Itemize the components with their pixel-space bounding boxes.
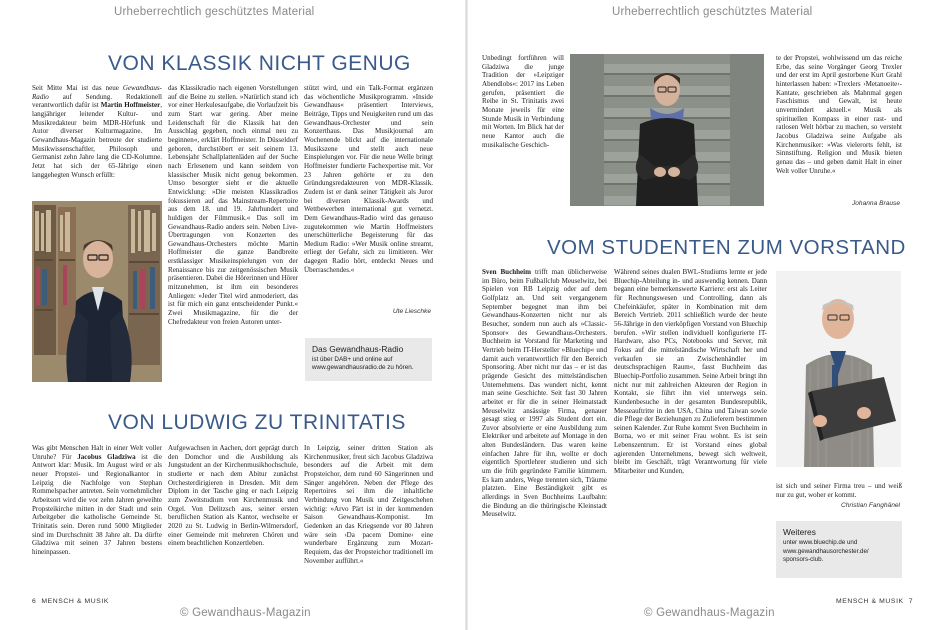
headline-vorstand: VOM STUDENTEN ZUM VORSTAND [547,236,906,259]
info-box-radio-title: Das Gewandhaus-Radio [312,344,404,354]
folio-right [836,598,913,605]
continued-col1: Unbedingt fortführen will Gladziwa die junge Tradition der »Leipziger Abendlobs«: 2017 ins Leben gerufen, präsentiert die Reihe in St. Trinitatis zwei Monate jeweils für eine Stunde Musik in Verbindung mit Worten. Im Blick hat der neue Kantor auch die musikalische Geschich- [482,54,564,149]
info-box-radio-line1: ist über DAB+ und online auf [312,356,393,363]
photo-sven-buchheim [776,271,901,467]
info-box-weiteres-line2: www.gewandhausorchester.de/ [783,547,869,555]
watermark-bottom-right: © Gewandhaus-Magazin [644,607,775,619]
credit-johanna-brause: Johanna Brause [851,200,900,207]
info-box-radio-line2: www.gewandhausradio.de zu hören. [312,364,414,372]
article1-col1-intro: Seit Mitte Mai ist das neue Gewandhaus-Radio auf Sendung. Redaktionell verantwortlich dafür ist Martin Hoffmeister, langjähriger leitender Kultur- und Musikredakteur beim MDR-Hörfunk und Autor diverser Kulturmagazine. Im Gewandhaus-Magazin betreute der studierte Musikwissenschaftler, Philosoph und Germanist zehn Jahre lang die CD-Kolumne. Jetzt hat sich der 65-Jährige einen langgehegten Wunsch erfüllt: [32,84,162,179]
continued-col3: te der Propstei, wohlwissend um das reiche Erbe, das seine Vorgänger Georg Trexler und der erst im April gestorbene Kurt Grahl hinterlassen haben: »Trexlers ›Metanoeite‹-Kantate, geschrieben als Mahnmal gegen Faschismus und Gewalt, ist heute unvermindert aktuell.« Musik als spirituellen Kompass in einer rast- und ratlosen Welt hörbar zu machen, so versteht Jacobus Gladziwa seine Aufgabe als Kirchenmusiker: »Was vielerorts fehlt, ist Sinnstiftung. Religion und Musik bieten genau das – und geben damit Halt in einer Welt voller Unruhe.« [776,54,902,175]
article3-col1: Sven Buchheim trifft man üblicherweise im Büro, beim Fußballclub Meuselwitz, bei Spielen von RB Leipzig oder auf dem Golfplatz an. Und seit vergangenem September begegnet man ihm bei Gewandhaus-Konzerten nicht nur als Besucher, sondern nun auch als »Classic-Sponsor« des Gewandhaus-Orchesters. Buchheim ist Vorstand für Marketing und Vertrieb beim IT-Hersteller »Bluechip« und damit auch verantwortlich für den Bereich Sponsoring. Aber nicht nur das – er ist das prägende Gesicht des mittelständischen Unternehmens. Das wundert nicht, kennt man seine Geschichte. Seit fast 30 Jahren arbeitet er für die in seiner Heimatstadt Meuselwitz ansässige Firma, genauer gesagt stieg er 1997 als Student dort ein. Zuvor absolvierte er eine Ausbildung zum Elektriker und arbeitete auf Montage in den alten Bundesländern. Das waren keine einfachen Jahre für ihn, wollte er doch eigentlich Sportlehrer studieren und sich um die früh gegründete Familie kümmern. Es kam anders, Wege trennten sich, Träume platzten. Eine Beständigkeit gibt es allerdings in Sven Buchheims Laufbahn: die Bindung an die thüringische Kleinstadt Meuselwitz. [482,268,607,519]
info-box-weiteres-line3: sponsors-club. [783,556,824,564]
page-number-left: 6 [32,598,37,605]
folio-left [32,598,109,605]
page-gutter [465,0,468,630]
headline-ludwig: VON LUDWIG ZU TRINITATIS [108,411,406,434]
credit-christian-fanghaenel: Christian Fanghänel [840,502,900,509]
info-box-radio [305,338,432,381]
article3-col3: ist sich und seiner Firma treu – und weiß nur zu gut, woher er kommt. [776,482,902,499]
watermark-bottom-left: © Gewandhaus-Magazin [180,607,311,619]
article2-col1: Was gibt Menschen Halt in einer Welt voller Unruhe? Für Jacobus Gladziwa ist die Antwort klar: Musik. Im August wird er als neuer Propstei- und Regionalkantor in Leipzig die Nachfolge von Stephan Rommelspacher antreten. Sein vornehmlicher Arbeitsort wird die vor zehn Jahren geweihte Propsteikirche mitten in der Stadt und sein Arbeitgeber die katholische Gemeinde St. Trinitatis sein. Deren rund 5000 Mitglieder sind im Durchschnitt 38 Jahre alt. Da dürfte Gladziwa mit seinen 37 Jahren bestens hineinpassen. [32,444,162,556]
credit-ute-lieschke: Ute Lieschke [392,308,431,315]
article1-col2: das Klassikradio nach eigenen Vorstellungen auf die Beine zu stellen. »Natürlich stand ich vor einer Herkulesaufgabe, die Vorlaufzeit bis zum Start war gering. Aber meine Leidenschaft für die Klassik hat den Ausschlag gegeben, noch einmal neu zu beginnen«, erklärt Hoffmeister. In Düsseldorf geboren, durchstöbert er seit seinem 13. Lebensjahr Schallplattenläden auf der Suche nach Erlesenem und kann seitdem von klassischer Musik nicht genug bekommen. Umso besorgter sieht er die aktuelle Entwicklung: »Die meisten Klassikradios fokussieren auf das Mainstream-Repertoire aus dem 18. und 19. Jahrhundert und huldigen der Filmmusik.« Das soll im Gewandhaus-Radio anders sein. Neben Live-Übertragungen von Konzerten des Gewandhaus-Orchesters möchte Martin Hoffmeister die ganze Bandbreite erstklassiger Musikeinspielungen von der Renaissance bis zur zeitgenössischen Musik präsentieren. Dabei die Hörerinnen und Hörer mitzunehmen, ist ihm ein besonderes Anliegen: »Jeder Titel wird anmoderiert, das ist für mich ein ganz entscheidender Punkt.« Zwei Musikmagazine, für die der Chefredakteur von freien Autoren unter- [168,84,298,326]
section-right: MENSCH & MUSIK [836,598,904,605]
article2-col3: In Leipzig, seiner dritten Station als Kirchenmusiker, freut sich Jacobus Gladziwa besonders auf die Arbeit mit dem Propsteichor, dem rund 60 Sängerinnen und Sänger angehören. Neben der Pflege des Repertoires sei ihm die inhaltliche Verbindung von Musik und Zeitgeschehen wichtig: »Arvo Pärt ist in der kommenden Saison Gewandhaus-Komponist. Im Gedenken an das Kriegsende vor 80 Jahren wäre sein ›Da pacem Domine‹ eine wunderbare Ergänzung zum Mozart-Requiem, das der Propsteichor traditionell im November aufführt.« [304,444,433,565]
info-box-weiteres [776,521,902,578]
headline-klassik: VON KLASSIK NICHT GENUG [108,52,411,75]
section-left: MENSCH & MUSIK [41,598,110,605]
article3-col2: Während seines dualen BWL-Studiums lernte er jede Bluechip-Abteilung in- und auswendig kennen. Dann begann eine bemerkenswerte Karriere: erst als Leiter für Rechnungswesen und Controlling, dann als Chefeinkäufer, später in Kombination mit dem Bereich Vertrieb. 2011 schließlich wurde der heute 56-Jährige in den vierköpfigen Vorstand von Bluechip berufen. »Wir stellen individuell konfigurierte IT-Hardware, also PCs, Notebooks und Server, mit Fokus auf die mittelständische Wirtschaft her und verkaufen sie an Zwischenhändler im deutschsprachigen Raum«, fasst Buchheim das Bluechip-Portfolio zusammen. Seine Arbeit bringt ihn nicht nur mit zahlreichen Akteuren der Region in Kontakt, sie führt ihn viel unterwegs sein. Kundenbesuche in der gesamten Bundesrepublik, Messeauftritte in den USA, China und Taiwan sowie die Pflege der Beziehungen zu Zulieferern bestimmen seinen Kalender. Zur Ruhe kommt Sven Buchheim in Borna, wo er mit seiner Frau wohnt. Es ist sein Lebenszentrum. Er ist Vorstand eines global agierenden Unternehmens, bewegt sich weltweit, bleibt im Geschäft, trägt Verantwortung für viele Mitarbeiter und Kunden, [614,268,767,476]
article1-col3: stützt wird, und ein Talk-Format ergänzen das wöchentliche Musikprogramm. »Inside Gewandhaus« präsentiert Interviews, Beiträge, Tipps und Neuigkeiten rund um das Gewandhaus-Orchester und sein Konzerthaus. Das Musikjournal am Wochenende blickt auf die internationale Musikszene und stellt auch neue Einspielungen vor. Für die neue Welle bringt Hoffmeister fundierte Fachexpertise mit. Vor 23 Jahren gehörte er zu den Gründungsredakteuren von MDR-Klassik. Zudem ist er dank seiner Tätigkeit als Juror bei diversen Klassik-Awards und Wettbewerben international gut vernetzt. Dem Gewandhaus-Radio wird das genauso zugutekommen wie Martin Hoffmeisters unerschütterliche Begeisterung für das Medium Radio: »Wer Musik online streamt, erliegt der Gefahr, sich zu limitieren. Wer dagegen Radio hört, entdeckt Neues und Überraschendes.« [304,84,433,274]
photo-jacobus-gladziwa [570,54,764,206]
watermark-top-left: Urheberrechtlich geschütztes Material [114,6,315,18]
article2-col2: Aufgewachsen in Aachen, dort geprägt durch den Domchor und die Ausbildung als Jungstudent an der Kirchenmusikhochschule, studierte er nach dem Abitur zunächst Orchesterdirigieren in Dresden. Mit dem Diplom in der Tasche ging er nach Leipzig zum Zweitstudium von Kirchenmusik und Orgel. Von Delitzsch aus, seiner ersten beruflichen Station als Kantor, wechselte er 2020 zu St. Ludwig in Berlin-Wilmersdorf, einer Gemeinde mit mehreren Chören und einem beachtlichen Konzertleben. [168,444,298,548]
page-number-right: 7 [908,598,914,605]
info-box-weiteres-line1: unter www.bluechip.de und [783,539,858,546]
watermark-top-right: Urheberrechtlich geschütztes Material [612,6,813,18]
photo-martin-hoffmeister [32,201,162,382]
info-box-weiteres-title: Weiteres [783,527,816,537]
